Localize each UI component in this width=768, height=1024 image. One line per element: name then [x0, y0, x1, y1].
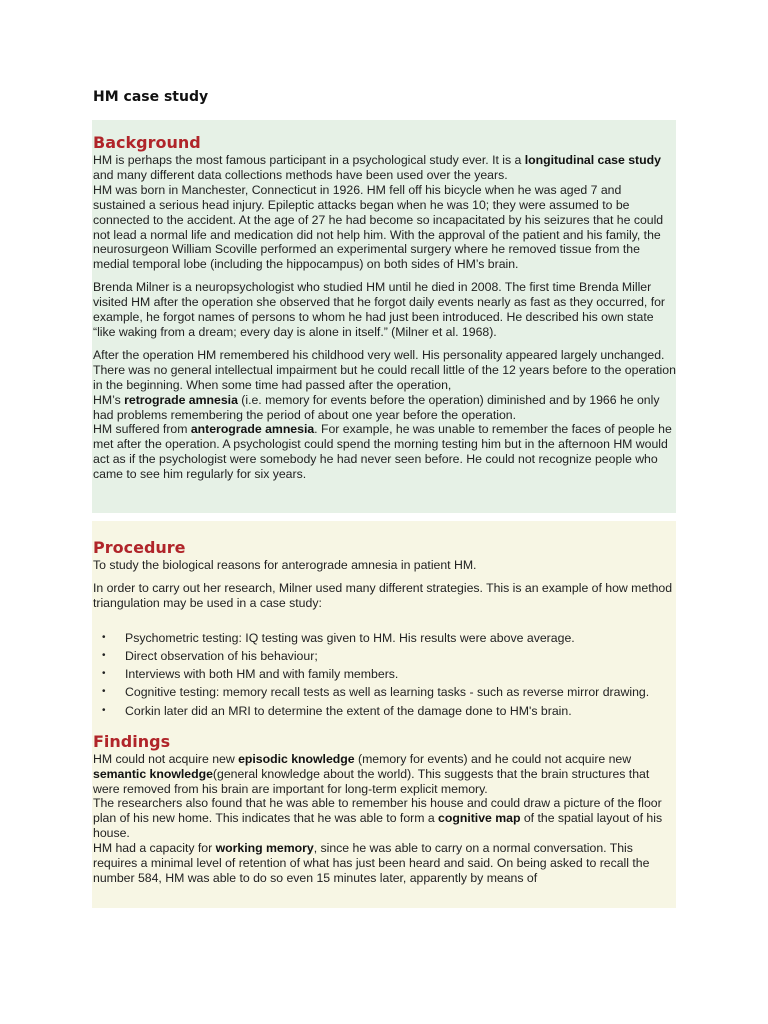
bullet-icon: • — [102, 649, 106, 661]
text-run: HM was born in Manchester, Connecticut in 1926. HM fell off his bicycle when he was aged 7 and sustained a serious head injury. Epileptic attacks began when he was 10; they were assumed to be connected to the accident. At the age of 27 he had become so incapacitated by his seizures that he could not lead a normal life and medication did not help him. With the approval of the patient and his family, the neurosurgeon William Scoville performed an experimental surgery where he removed tissue from the medial temporal lobe (including the hippocampus) on both sides of HM’s brain. — [93, 182, 664, 272]
background-paragraph-3 — [93, 348, 676, 482]
bullet-icon: • — [102, 704, 106, 716]
text-run: . For example, he was unable to remember the faces of people he met after the operation. A psychologist could spend the morning testing him but in the afternoon HM would act as if the psychologist were somebody he had never seen before. He could not recognize people who came to see him regularly for six years. — [93, 422, 672, 482]
text-run: The researchers also found that he was able to remember his house and could draw a picture of the floor plan of his new home. This indicates that he was able to form a — [93, 796, 662, 826]
findings-paragraph-3 — [93, 841, 676, 886]
list-item-text: Cognitive testing: memory recall tests as well as learning tasks - such as reverse mirror drawing. — [125, 685, 650, 700]
list-item — [93, 683, 676, 701]
procedure-paragraph-2: In order to carry out her research, Milner used many different strategies. This is an example of how method triangulation may be used in a case study: — [93, 580, 673, 610]
procedure-heading: Procedure — [93, 538, 186, 557]
text-run: HM had a capacity for — [93, 841, 216, 856]
background-section — [92, 120, 676, 513]
bold-term-working-memory: working memory — [215, 841, 314, 856]
text-run: After the operation HM remembered his childhood very well. His personality appeared largely unchanged. There was no general intellectual impairment but he could recall little of the 12 years before to the operation in the beginning. When some time had passed after the operation, — [93, 347, 676, 392]
text-run: , since he was able to carry on a normal conversation. This requires a minimal level of retention of what has just been heard and said. On being asked to recall the number 584, HM was able to do so even 15 minutes later, apparently by means of — [93, 841, 650, 885]
list-item — [93, 665, 676, 683]
bullet-icon: • — [102, 631, 106, 643]
text-run: and many different data collections methods have been used over the years. — [93, 167, 508, 182]
findings-paragraph-2 — [93, 796, 676, 841]
findings-paragraph-1 — [93, 752, 676, 797]
background-heading: Background — [93, 133, 201, 152]
bold-term-retrograde-amnesia: retrograde amnesia — [124, 392, 238, 407]
list-item — [93, 647, 676, 665]
bold-term-episodic-knowledge: episodic knowledge — [238, 751, 355, 766]
procedure-paragraph-1: To study the biological reasons for anterograde amnesia in patient HM. — [93, 558, 477, 572]
bullet-icon: • — [102, 668, 106, 680]
text-run: (general knowledge about the world). This suggests that the brain structures that were removed from his brain are important for long-term explicit memory. — [93, 766, 650, 796]
bold-term-anterograde-amnesia: anterograde amnesia — [190, 422, 315, 437]
bold-term-longitudinal-case-study: longitudinal case study — [524, 153, 661, 167]
findings-heading: Findings — [93, 731, 171, 751]
list-item-text: Psychometric testing: IQ testing was given to HM. His results were above average. — [125, 630, 575, 645]
background-paragraph-2: Brenda Milner is a neuropsychologist who studied HM until he died in 2008. The first time Brenda Miller visited HM after the operation she observed that he forgot daily events nearly as fast as they occurred, for example, he forgot names of persons to whom he had just been introduced. He described his own state “like waking from a dream; every day is alone in itself.” (Milner et al. 1968). — [93, 280, 666, 339]
method-list — [93, 629, 676, 720]
list-item-text: Interviews with both HM and with family members. — [125, 667, 399, 682]
text-run: (memory for events) and he could not acquire new — [354, 751, 632, 766]
bold-term-cognitive-map: cognitive map — [438, 811, 521, 826]
bullet-icon: • — [102, 686, 106, 698]
page-title: HM case study — [93, 89, 209, 105]
text-run: HM could not acquire new — [93, 751, 239, 766]
list-item — [93, 629, 676, 647]
list-item-text: Direct observation of his behaviour; — [125, 648, 318, 663]
text-run: (i.e. memory for events before the operation) diminished and by 1966 he only had problems remembering the period of about one year before the operation. — [93, 392, 660, 422]
list-item-text: Corkin later did an MRI to determine the extent of the damage done to HM's brain. — [125, 703, 572, 718]
text-run: HM suffered from — [93, 422, 191, 437]
background-paragraph-1 — [93, 153, 676, 272]
bold-term-semantic-knowledge: semantic knowledge — [93, 766, 213, 781]
list-item — [93, 702, 676, 720]
text-run: HM is perhaps the most famous participant in a psychological study ever. It is a — [93, 153, 525, 167]
procedure-section — [92, 521, 676, 908]
text-run: HM’s — [93, 392, 125, 407]
text-run: of the spatial layout of his house. — [93, 811, 663, 841]
